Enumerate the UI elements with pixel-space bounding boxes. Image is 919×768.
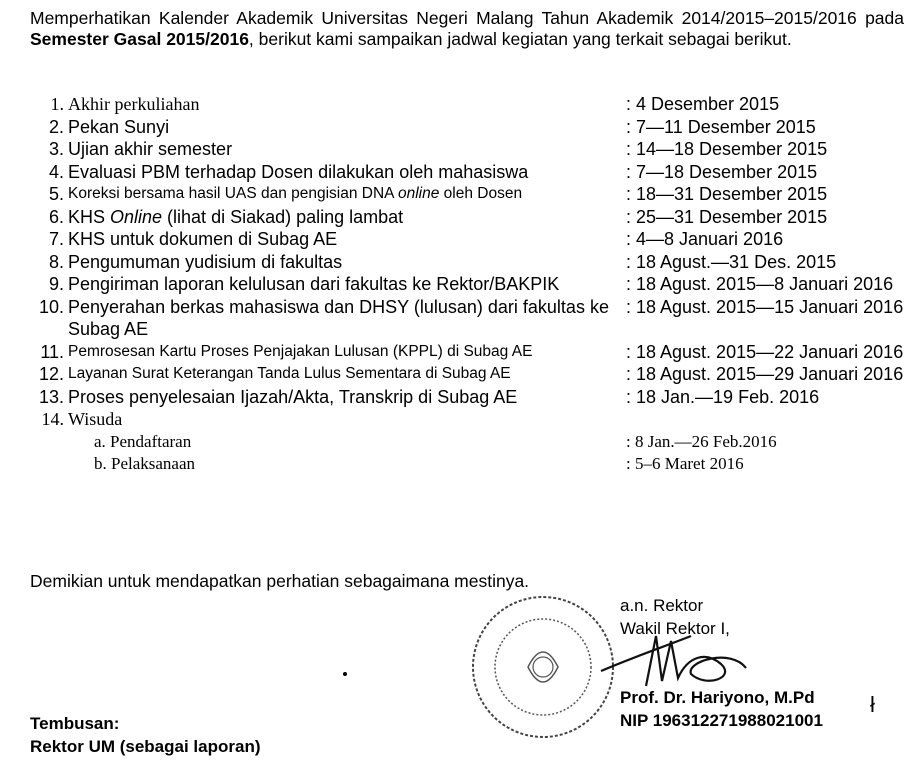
list-item xyxy=(34,183,904,206)
item-label: Penyerahan berkas mahasiswa dan DHSY (lulusan) dari fakultas ke Subag AE xyxy=(68,296,609,339)
item-date: : 18 Agust. 2015—22 Januari 2016 xyxy=(626,341,904,362)
intro-text-2: , berikut kami sampaikan jadwal kegiatan yang terkait sebagai berikut. xyxy=(248,29,792,49)
item-label: Koreksi bersama hasil UAS dan pengisian DNA online oleh Dosen xyxy=(68,185,523,202)
item-date: : 18—31 Desember 2015 xyxy=(626,184,828,204)
cc-title: Tembusan: xyxy=(30,714,120,733)
item-number: 14. xyxy=(41,409,64,429)
item-label: Akhir perkuliahan xyxy=(68,94,200,114)
list-item xyxy=(34,363,904,386)
item-label: Pemrosesan Kartu Proses Penjajakan Lulusan (KPPL) di Subag AE xyxy=(68,342,533,360)
signature-block xyxy=(620,594,823,732)
item-label: KHS Online (lihat di Siakad) paling lambat xyxy=(68,206,404,227)
item-date: : 18 Agust. 2015—29 Januari 2016 xyxy=(626,364,904,384)
list-item xyxy=(34,408,904,431)
item-label: Pekan Sunyi xyxy=(68,116,170,137)
sub-item-date: : 5–6 Maret 2016 xyxy=(626,454,744,473)
item-label: Wisuda xyxy=(68,409,123,429)
item-date: : 18 Agust. 2015—15 Januari 2016 xyxy=(626,296,904,317)
margin-mark: ł xyxy=(870,692,875,717)
item-number: 2. xyxy=(48,116,64,137)
signatory-nip: NIP 196312271988021001 xyxy=(620,711,823,730)
cc-block xyxy=(30,712,261,758)
intro-semester: Semester Gasal 2015/2016 xyxy=(30,29,249,49)
item-number: 9. xyxy=(48,274,64,294)
sub-list-item xyxy=(34,431,904,454)
item-label: Ujian akhir semester xyxy=(68,139,233,159)
sub-item-label: a. Pendaftaran xyxy=(94,431,192,451)
item-number: 7. xyxy=(48,229,64,249)
list-item xyxy=(34,93,904,116)
item-number: 8. xyxy=(48,251,64,272)
signature-line-1: a.n. Rektor xyxy=(620,596,704,615)
item-number: 12. xyxy=(38,364,64,384)
intro-paragraph xyxy=(30,8,904,50)
signature-line-2: Wakil Rektor I, xyxy=(620,619,730,638)
schedule-list xyxy=(34,93,904,476)
item-date: : 4—8 Januari 2016 xyxy=(626,229,784,249)
item-number: 5. xyxy=(48,184,64,204)
item-number: 3. xyxy=(48,139,64,159)
item-date xyxy=(626,408,904,431)
closing-text: Demikian untuk mendapatkan perhatian sebagaimana mestinya. xyxy=(30,571,530,591)
ink-dot xyxy=(343,672,347,676)
sub-item-date: : 8 Jan.—26 Feb.2016 xyxy=(626,431,777,451)
item-date: : 7—11 Desember 2015 xyxy=(626,116,816,137)
item-number: 1. xyxy=(50,94,64,114)
list-item xyxy=(34,161,904,184)
item-date: : 18 Agust.—31 Des. 2015 xyxy=(626,251,837,272)
item-label: Pengumuman yudisium di fakultas xyxy=(68,251,343,272)
item-date: : 18 Jan.—19 Feb. 2016 xyxy=(626,386,820,407)
list-item xyxy=(34,251,904,274)
item-date: : 4 Desember 2015 xyxy=(626,94,780,114)
list-item xyxy=(34,386,904,409)
list-item xyxy=(34,273,904,296)
item-number: 10. xyxy=(38,296,64,317)
sub-item-label: b. Pelaksanaan xyxy=(94,454,196,473)
item-date: : 14—18 Desember 2015 xyxy=(626,139,828,159)
signatory-name: Prof. Dr. Hariyono, M.Pd xyxy=(620,688,815,707)
item-label: Evaluasi PBM terhadap Dosen dilakukan oleh mahasiswa xyxy=(68,161,529,182)
cc-line: Rektor UM (sebagai laporan) xyxy=(30,737,261,756)
item-date: : 25—31 Desember 2015 xyxy=(626,206,828,227)
item-label: Layanan Surat Keterangan Tanda Lulus Sementara di Subag AE xyxy=(68,365,511,382)
list-item xyxy=(34,138,904,161)
list-item xyxy=(34,341,904,364)
item-number: 13. xyxy=(38,386,64,407)
item-label: KHS untuk dokumen di Subag AE xyxy=(68,229,338,249)
list-item xyxy=(34,116,904,139)
list-item xyxy=(34,296,904,341)
list-item xyxy=(34,206,904,229)
item-number: 11. xyxy=(40,341,64,362)
item-number: 4. xyxy=(48,161,64,182)
item-label: Proses penyelesaian Ijazah/Akta, Transkrip di Subag AE xyxy=(68,386,518,407)
list-item xyxy=(34,228,904,251)
item-label: Pengiriman laporan kelulusan dari fakultas ke Rektor/BAKPIK xyxy=(68,274,560,294)
sub-list-item xyxy=(34,453,904,476)
intro-text-1: Memperhatikan Kalender Akademik Universitas Negeri Malang Tahun Akademik 2014/2015–2015/2016 pada xyxy=(30,8,904,28)
item-date: : 18 Agust. 2015—8 Januari 2016 xyxy=(626,274,894,294)
item-date: : 7—18 Desember 2015 xyxy=(626,161,818,182)
item-number: 6. xyxy=(48,206,64,227)
